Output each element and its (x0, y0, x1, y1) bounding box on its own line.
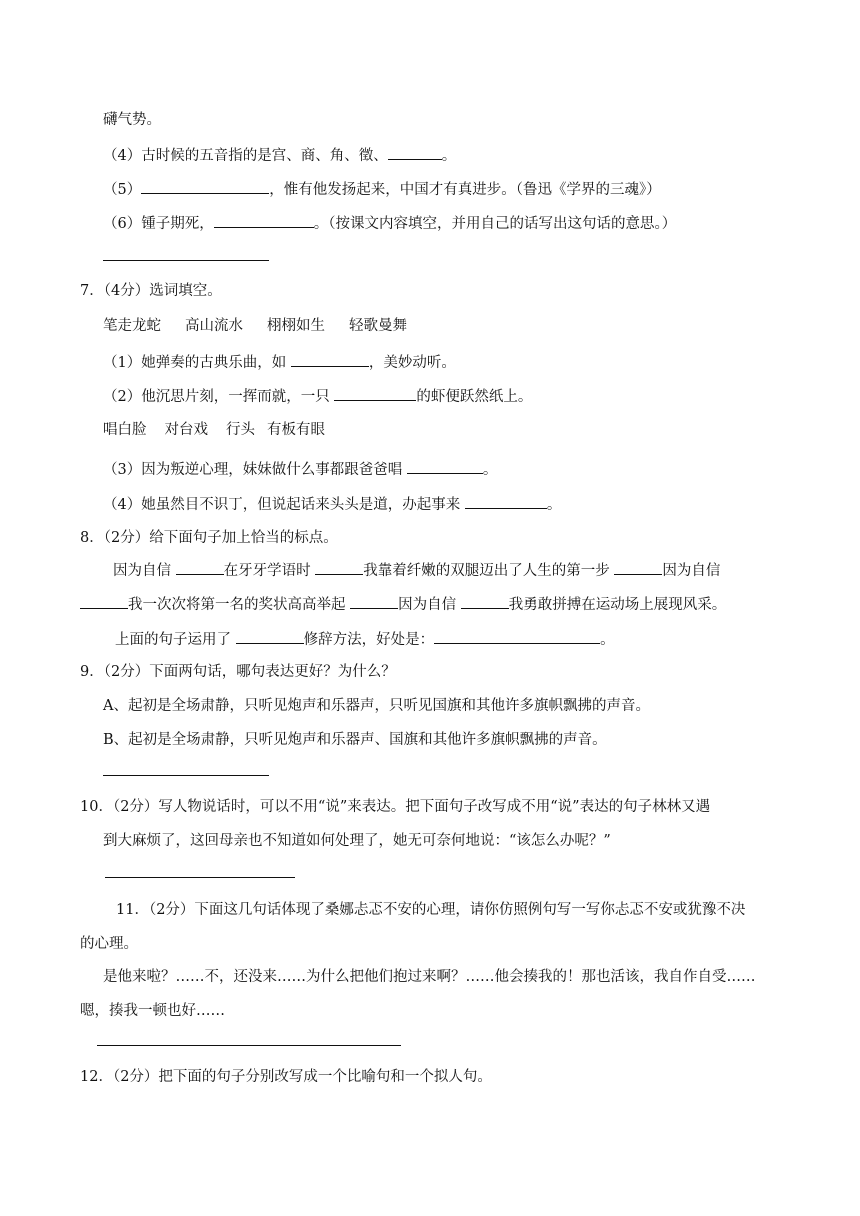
word-option: 对台戏 (164, 422, 208, 438)
q7-item-3: （3）因为叛逆心理，妹妹做什么事都跟爸爸唱 。 (103, 459, 497, 479)
answer-blank[interactable] (236, 629, 304, 644)
answer-blank[interactable] (465, 494, 547, 509)
answer-blank[interactable] (214, 213, 314, 228)
word-option: 高山流水 (185, 318, 243, 334)
punctuation-blank[interactable] (350, 594, 398, 609)
line-continuation: 礴气势。 (103, 112, 161, 128)
answer-line[interactable] (97, 1045, 401, 1046)
answer-line[interactable] (103, 775, 269, 776)
q7-word-bank-1 (103, 317, 407, 335)
word-option: 有板有眼 (267, 422, 325, 438)
word-option: 笔走龙蛇 (103, 318, 161, 334)
punctuation-blank[interactable] (461, 594, 509, 609)
q6-item-4: （4）古时候的五音指的是宫、商、角、徵、 。 (103, 145, 456, 165)
q8-sentence-line-2: 我一次次将第一名的奖状高高举起 因为自信 我勇敢拼搏在运动场上展现风采。 (80, 594, 726, 614)
q12-heading: 12．（2分）把下面的句子分别改写成一个比喻句和一个拟人句。 (80, 1069, 492, 1085)
q8-sentence-line-1: 因为自信 在牙牙学语时 我靠着纤嫩的双腿迈出了人生的第一步 因为自信 (113, 560, 720, 580)
answer-blank[interactable] (407, 459, 483, 474)
answer-blank[interactable] (141, 179, 269, 194)
q11-text-line-1: 11．（2分）下面这几句话体现了桑娜忐忑不安的心理，请你仿照例句写一写你忐忑不安或犹豫不决 (116, 902, 746, 918)
word-option: 栩栩如生 (267, 318, 325, 334)
answer-line[interactable] (103, 260, 269, 261)
punctuation-blank[interactable] (80, 594, 128, 609)
q9-heading: 9．（2分）下面两句话，哪句表达更好？为什么？ (80, 664, 396, 680)
q8-rhetoric-line: 上面的句子运用了 修辞方法，好处是： 。 (115, 629, 615, 649)
word-option: 轻歌曼舞 (349, 318, 407, 334)
q9-option-a: A、起初是全场肃静，只听见炮声和乐器声，只听见国旗和其他许多旗帜飘拂的声音。 (103, 698, 650, 714)
answer-blank[interactable] (434, 629, 600, 644)
answer-blank[interactable] (291, 352, 369, 367)
word-option: 行头 (226, 422, 255, 438)
q10-text-line-1: 10．（2分）写人物说话时，可以不用“说”来表达。把下面句子改写成不用“说”表达的句子林林又遇 (80, 799, 711, 815)
q6-item-6: （6）锺子期死， 。（按课文内容填空，并用自己的话写出这句话的意思。） (103, 213, 676, 233)
q7-word-bank-2 (103, 421, 325, 439)
q10-text-line-2: 到大麻烦了，这回母亲也不知道如何处理了，她无可奈何地说：“该怎么办呢？” (103, 833, 611, 849)
answer-blank[interactable] (334, 386, 416, 401)
q11-text-line-2: 的心理。 (80, 936, 138, 952)
answer-blank[interactable] (388, 145, 442, 160)
q7-heading: 7．（4分）选词填空。 (80, 283, 222, 299)
word-option: 唱白脸 (103, 422, 147, 438)
q7-item-2: （2）他沉思片刻，一挥而就，一只 的虾便跃然纸上。 (103, 386, 532, 406)
q6-item-5: （5） ，惟有他发扬起来，中国才有真进步。（鲁迅《学界的三魂》） (103, 179, 661, 199)
answer-line[interactable] (105, 877, 295, 878)
q11-example-line-1: 是他来啦？……不，还没来……为什么把他们抱过来啊？……他会揍我的！那也活该，我自作自受…… (103, 969, 756, 985)
q9-option-b: B、起初是全场肃静，只听见炮声和乐器声、国旗和其他许多旗帜飘拂的声音。 (103, 732, 607, 748)
punctuation-blank[interactable] (315, 560, 363, 575)
q7-item-1: （1）她弹奏的古典乐曲，如 ，美妙动听。 (103, 352, 456, 372)
q7-item-4: （4）她虽然目不识丁，但说起话来头头是道，办起事来 。 (103, 494, 561, 514)
punctuation-blank[interactable] (176, 560, 224, 575)
q11-example-line-2: 嗯，揍我一顿也好…… (80, 1003, 225, 1019)
q8-heading: 8．（2分）给下面句子加上恰当的标点。 (80, 530, 338, 546)
punctuation-blank[interactable] (614, 560, 662, 575)
